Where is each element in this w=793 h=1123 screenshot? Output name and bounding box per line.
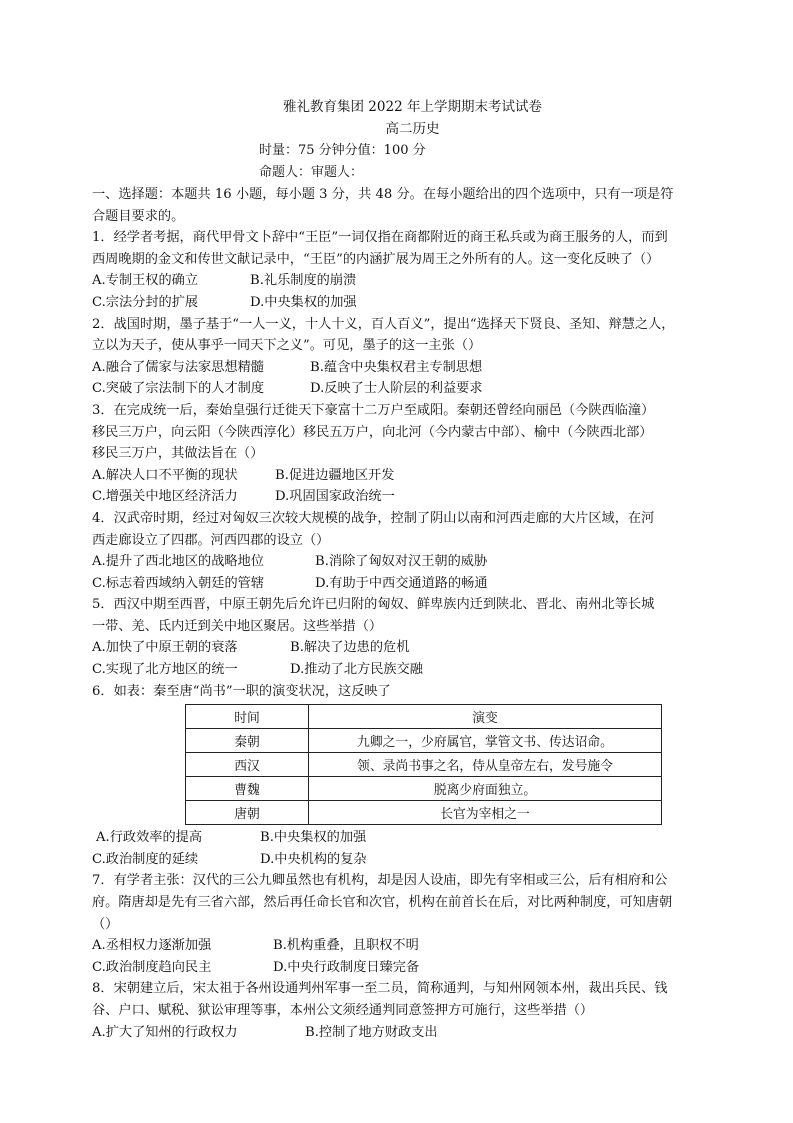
option-b: B.控制了地方财政支出 (305, 1024, 438, 1040)
option-a: A.行政效率的提高 (96, 830, 203, 846)
option-b: B.解决了边患的危机 (290, 640, 410, 656)
table-row (186, 753, 662, 777)
option-a: A.提升了西北地区的战略地位 (92, 554, 264, 570)
option-c: C.标志着西域纳入朝廷的管辖 (92, 575, 265, 591)
table-cell: 长官为宰相之一 (309, 801, 662, 825)
question-stem: 4．汉武帝时期，经过对匈奴三次较大规模的战争，控制了阴山以南和河西走廊的大片区域，在河 (92, 510, 655, 526)
section-instruction-cont: 合题目要求的。 (92, 208, 185, 224)
option-c: C.宗法分封的扩展 (92, 294, 199, 310)
option-c: C.增强关中地区经济活力 (92, 489, 238, 505)
question-stem: 8．宋朝建立后，宋太祖于各州设通判州军事一至二员，简称通判，与知州网领本州，裁出兵民、钱 (92, 981, 668, 997)
option-a: A.专制王权的确立 (92, 273, 199, 289)
exam-subject: 高二历史 (385, 121, 440, 137)
question-stem: 立以为天子，使从事乎一同天下之义”。可见，墨子的这一主张（） (92, 338, 482, 354)
option-d: D.中央行政制度日臻完备 (273, 959, 420, 975)
option-b: B.蕴含中央集权君主专制思想 (310, 359, 483, 375)
option-d: D.推动了北方民族交融 (290, 662, 423, 678)
evolution-table (185, 704, 662, 825)
table-row (186, 729, 662, 753)
question-stem: 谷、户口、赋税、狱讼审理等事，本州公文须经通判同意签押方可施行，这些举措（） (92, 1003, 594, 1018)
option-c: C.政治制度趋向民主 (92, 959, 212, 975)
table-cell: 曹魏 (186, 777, 309, 801)
option-c: C.实现了北方地区的统一 (92, 662, 238, 678)
table-cell: 秦朝 (186, 729, 309, 753)
question-4 (92, 508, 733, 594)
table-header: 演变 (309, 705, 662, 729)
question-3 (92, 400, 733, 508)
question-stem: 移民三万户，向云阳（今陕西淳化）移民五万户，向北河（今内蒙古中部）、榆中（今陕西北部） (92, 424, 653, 440)
question-stem: （） (92, 916, 119, 932)
question-7 (92, 870, 733, 978)
section-instruction: 一、选择题：本题共 16 小题，每小题 3 分，共 48 分。在每小题给出的四个选项中，只有一项是符 (92, 187, 674, 202)
question-stem: 府。隋唐却是先有三省六部，然后再任命长官和次官，机构在前首长在后，对比两种制度，可知唐朝 (92, 895, 673, 911)
question-stem: 移民三万户，其做法旨在（） (92, 446, 264, 462)
table-header-row (186, 705, 662, 729)
table-cell: 九卿之一，少府属官，掌管文书、传达诏命。 (309, 729, 662, 753)
option-b: B.促进边疆地区开发 (275, 467, 395, 483)
exam-time-score: 时量：75 分钟分值：100 分 (259, 143, 426, 158)
table-cell: 领、录尚书事之名，侍从皇帝左右，发号施令 (309, 753, 662, 777)
option-d: D.中央集权的加强 (250, 294, 357, 310)
table-row (186, 801, 662, 825)
question-6 (92, 681, 733, 871)
exam-authors: 命题人：审题人： (259, 165, 364, 180)
question-5 (92, 594, 733, 680)
question-stem: 西走廊设立了四郡。河西四郡的设立（） (92, 532, 330, 548)
question-2 (92, 314, 733, 400)
option-a: A.扩大了知州的行政权力 (92, 1024, 238, 1040)
question-8 (92, 978, 733, 1043)
question-stem: 3．在完成统一后，秦始皇强行迁徙天下豪富十二万户至咸阳。秦朝还曾经向丽邑（今陕西临潼） (92, 402, 655, 418)
question-stem: 一带、羌、氐内迁到关中地区聚居。这些举措（） (92, 618, 383, 634)
option-b: B.消除了匈奴对汉王朝的威胁 (315, 554, 488, 570)
option-d: D.反映了士人阶层的利益要求 (310, 381, 483, 397)
question-stem: 西周晚期的金文和传世文献记录中，“王臣”的内涵扩展为周王之外所有的人。这一变化反映了（） (92, 251, 660, 267)
option-a: A.丞相权力逐渐加强 (92, 938, 212, 954)
question-stem: 7．有学者主张：汉代的三公九卿虽然也有机构，却是因人设庙，即先有宰相或三公，后有相府和公 (92, 873, 668, 889)
option-a: A.融合了儒家与法家思想精髓 (92, 359, 264, 375)
question-stem: 6．如表：秦至唐“尚书”一职的演变状况，这反映了 (92, 683, 391, 699)
option-b: B.礼乐制度的崩溃 (250, 273, 357, 289)
option-d: D.有助于中西交通道路的畅通 (315, 575, 488, 591)
question-stem: 2．战国时期，墨子基于“一人一义，十人十义，百人百义”，提出“选择天下贤良、圣知、辩慧之人， (92, 316, 675, 332)
option-a: A.解决人口不平衡的现状 (92, 467, 238, 483)
table-header: 时间 (186, 705, 309, 729)
option-d: D.中央机构的复杂 (260, 851, 367, 867)
option-d: D.巩固国家政治统一 (275, 489, 395, 505)
table-cell: 唐朝 (186, 801, 309, 825)
option-c: C.突破了宗法制下的人才制度 (92, 381, 265, 397)
table-cell: 西汉 (186, 753, 309, 777)
table-row (186, 777, 662, 801)
table-cell: 脱离少府面独立。 (309, 777, 662, 801)
option-b: B.中央集权的加强 (260, 830, 367, 846)
question-stem: 1．经学者考据，商代甲骨文卜辞中“王臣”一词仅指在商都附近的商王私兵或为商王服务的人，而到 (92, 230, 668, 246)
option-a: A.加快了中原王朝的衰落 (92, 640, 238, 656)
exam-title: 雅礼教育集团 2022 年上学期期末考试试卷 (283, 99, 542, 115)
question-stem: 5．西汉中期至西晋，中原王朝先后允许已归附的匈奴、鲜卑族内迁到陕北、晋北、南州北等长城 (92, 597, 655, 613)
option-b: B.机构重叠，且职权不明 (273, 938, 419, 954)
option-c: C.政治制度的延续 (92, 851, 199, 867)
question-1 (92, 227, 733, 313)
